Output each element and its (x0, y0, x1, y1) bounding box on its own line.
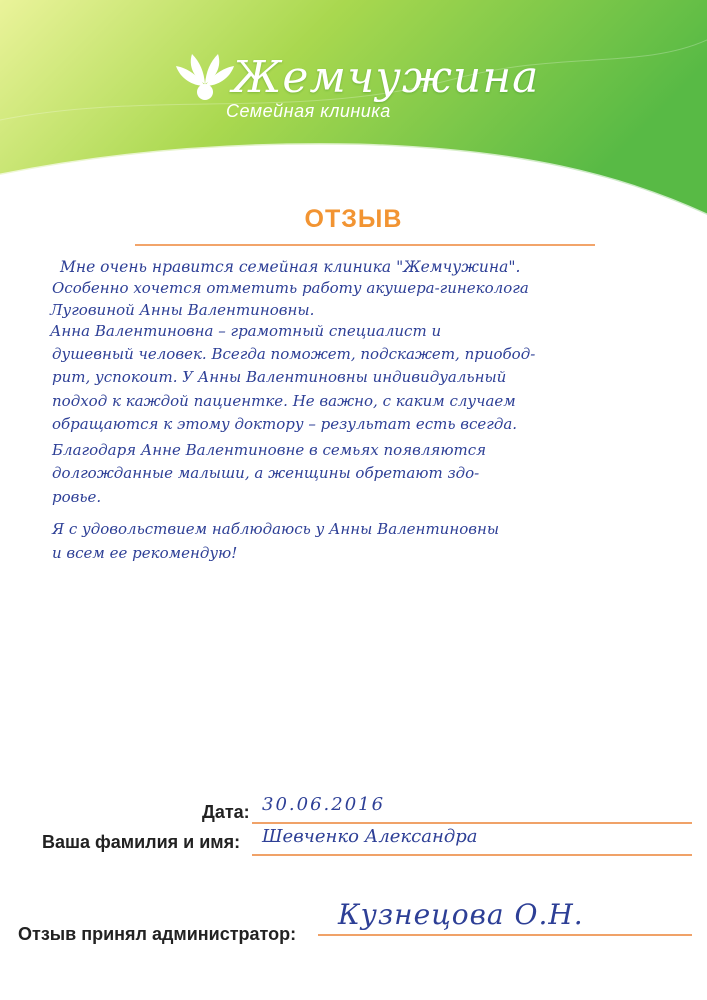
name-value: Шевченко Александра (262, 826, 478, 847)
admin-signature-value: Кузнецова О.Н. (338, 898, 584, 931)
clinic-logo-subtitle: Семейная клиника (226, 101, 391, 121)
review-line: долгожданные малыши, а женщины обретают здо- (52, 464, 480, 482)
review-line: подход к каждой пациентке. Не важно, с каким случаем (52, 392, 516, 410)
date-value: 30.06.2016 (262, 794, 386, 815)
form-heading: ОТЗЫВ (304, 205, 403, 233)
heading-underline (135, 244, 595, 246)
review-line: и всем ее рекомендую! (52, 544, 238, 562)
name-label: Ваша фамилия и имя: (42, 832, 241, 852)
review-line: Я с удовольствием наблюдаюсь у Анны Валентиновны (52, 520, 500, 538)
review-line: Анна Валентиновна – грамотный специалист и (50, 322, 442, 340)
admin-field-line (318, 934, 692, 936)
review-line: обращаются к этому доктору – результат есть всегда. (52, 415, 518, 433)
name-field-line (252, 854, 692, 856)
review-line: ровье. (52, 488, 102, 506)
review-line: душевный человек. Всегда поможет, подскажет, приобод- (52, 345, 536, 363)
date-field-line (252, 822, 692, 824)
date-label: Дата: (202, 802, 250, 822)
review-line: Благодаря Анне Валентиновне в семьях появляются (52, 441, 487, 459)
review-line: Мне очень нравится семейная клиника "Жемчужина". (60, 258, 521, 276)
review-line: рит, успокоит. У Анны Валентиновны индивидуальный (52, 368, 507, 386)
review-line: Луговиной Анны Валентиновны. (50, 301, 315, 319)
clinic-logo-title: Жемчужина (232, 52, 540, 103)
admin-label: Отзыв принял администратор: (18, 924, 297, 944)
review-line: Особенно хочется отметить работу акушера-гинеколога (52, 279, 529, 297)
